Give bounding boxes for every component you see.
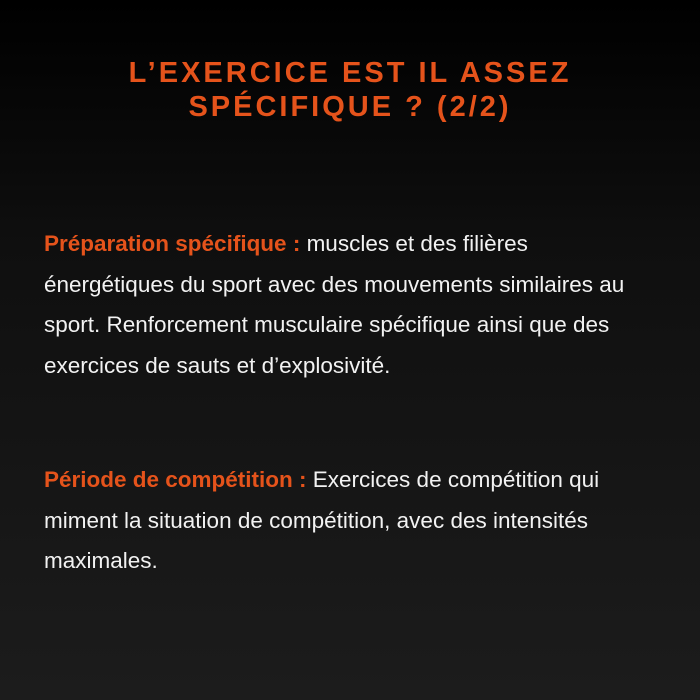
paragraph-body-preparation: muscles et des filières énergétiques du sport avec des mouvements similaires au sport. Renforcement musculaire spécifique ainsi que des exercices de sauts et d’explosivité. xyxy=(44,231,625,378)
paragraph-lead-preparation: Préparation spécifique : xyxy=(44,231,301,256)
slide-title-line-1: L’EXERCICE EST IL ASSEZ xyxy=(128,57,572,89)
slide-title-line-2: SPÉCIFIQUE ? (2/2) xyxy=(188,91,512,123)
paragraph-preparation-specifique xyxy=(44,224,664,386)
paragraph-body-competition: Exercices de compétition qui miment la situation de compétition, avec des intensités maximales. xyxy=(44,467,600,573)
paragraph-periode-competition xyxy=(44,460,664,582)
slide-title xyxy=(40,56,660,124)
paragraph-lead-competition: Période de compétition : xyxy=(44,467,307,492)
